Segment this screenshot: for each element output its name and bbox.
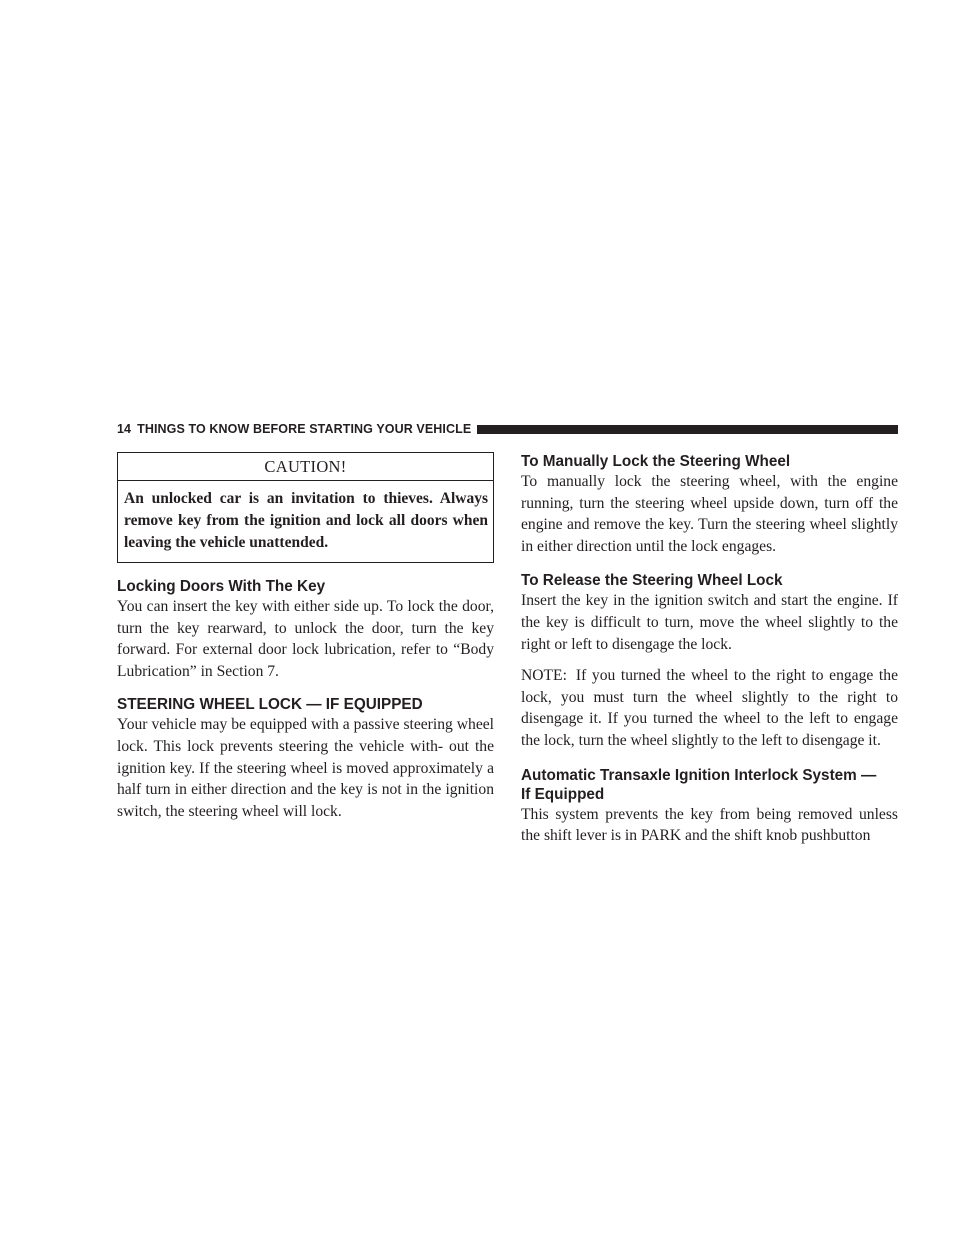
section-heading xyxy=(521,766,898,804)
note-label: NOTE: xyxy=(521,667,567,685)
right-column xyxy=(521,452,898,861)
caution-box xyxy=(117,452,494,563)
heading-line-2: If Equipped xyxy=(521,785,605,803)
section-body: To manually lock the steering wheel, with the engine running, turn the steering wheel upside down, turn off the engine and remove the key. Turn the steering wheel slightly in either direction until the lock engages. xyxy=(521,473,898,555)
section-heading: STEERING WHEEL LOCK — IF EQUIPPED xyxy=(117,696,423,714)
running-header xyxy=(117,420,898,438)
section-body: Insert the key in the ignition switch and start the engine. If the key is difficult to turn, move the wheel slightly to the right or left to disengage the lock. xyxy=(521,592,898,653)
page-number: 14 xyxy=(117,422,132,436)
chapter-title: THINGS TO KNOW BEFORE STARTING YOUR VEHICLE xyxy=(137,422,472,436)
section-heading: To Release the Steering Wheel Lock xyxy=(521,572,783,590)
section-manual-lock xyxy=(521,452,898,557)
header-rule xyxy=(477,425,898,434)
section-ignition-interlock xyxy=(521,766,898,847)
section-release-lock xyxy=(521,571,898,751)
heading-line-1: Automatic Transaxle Ignition Interlock System — xyxy=(521,766,877,784)
section-body: This system prevents the key from being removed unless the shift lever is in PARK and the shift knob pushbutton xyxy=(521,805,898,845)
caution-text: An unlocked car is an invitation to thieves. Always remove key from the ignition and lock all doors when leaving the vehicle unattended. xyxy=(124,490,488,551)
section-body: You can insert the key with either side up. To lock the door, turn the key rearward, to unlock the door, turn the key forward. For external door lock lubrication, refer to “Body Lubrication” in Section 7. xyxy=(117,598,494,680)
note-paragraph xyxy=(521,665,898,751)
left-column xyxy=(117,452,494,835)
section-body: Your vehicle may be equipped with a passive steering wheel lock. This lock prevents steering the vehicle with- out the ignition key. If the steering wheel is moved approximately a half turn in either direction and the key is not in the ignition switch, the steering wheel will lock. xyxy=(117,716,494,820)
caution-title: CAUTION! xyxy=(118,453,493,481)
section-steering-wheel-lock xyxy=(117,695,494,822)
section-heading: Locking Doors With The Key xyxy=(117,578,326,595)
section-heading: To Manually Lock the Steering Wheel xyxy=(521,453,791,470)
note-text: If you turned the wheel to the right to engage the lock, you must turn the wheel slightly to the right to disengage it. If you turned the wheel to the left to engage the lock, turn the wheel slightly to the left to disengage it. xyxy=(521,667,898,749)
section-locking-doors xyxy=(117,577,494,682)
